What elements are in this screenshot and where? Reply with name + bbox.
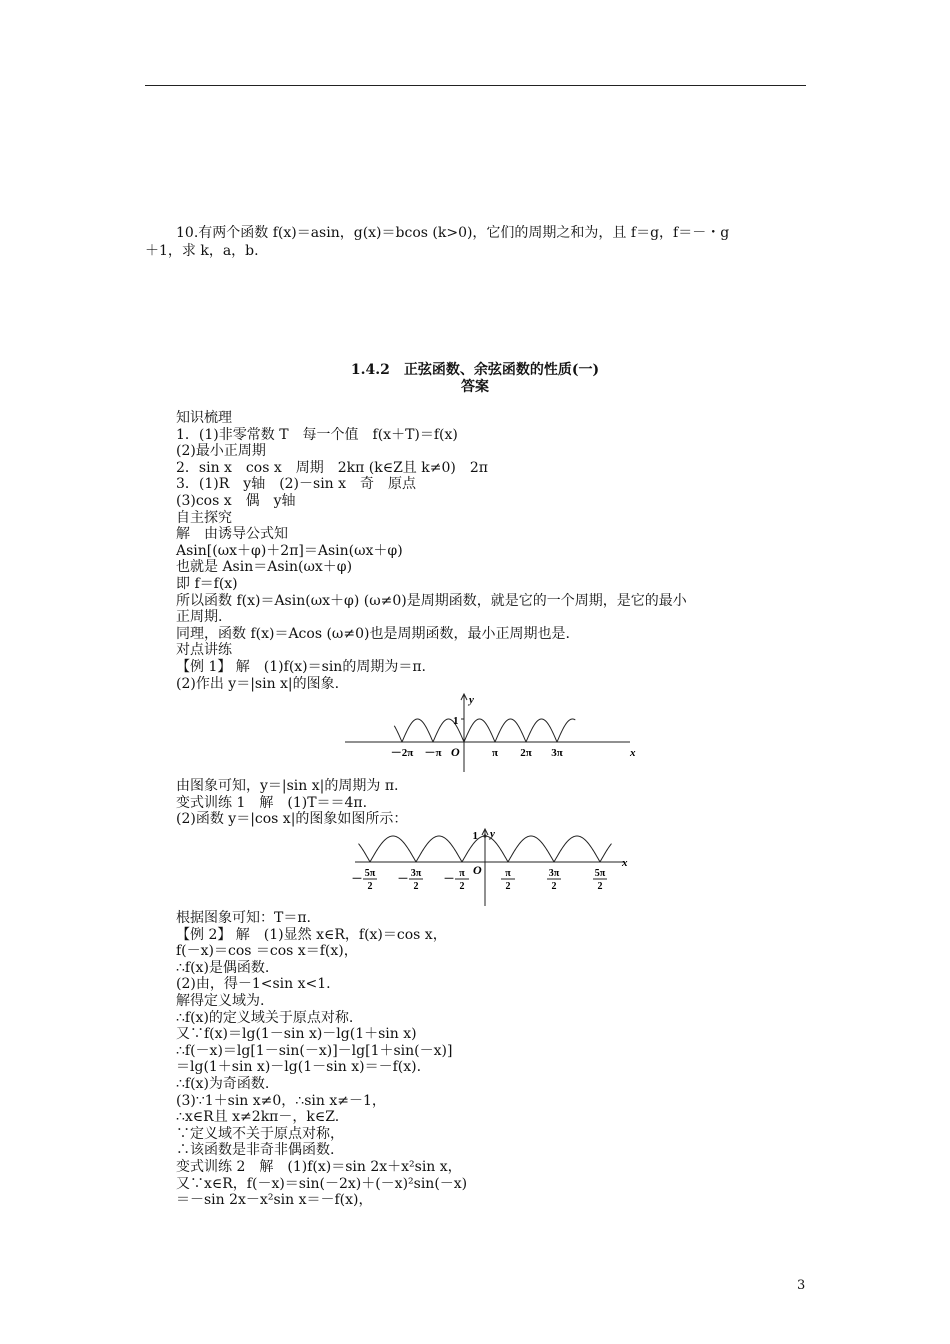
tick-sign: － bbox=[351, 873, 363, 885]
abs-sin-curve bbox=[394, 719, 575, 741]
tick-numerator: 3π bbox=[410, 868, 422, 879]
label-x: x bbox=[630, 747, 636, 759]
answer-line: 知识梳理 bbox=[176, 410, 232, 426]
answer-line: (2)最小正周期 bbox=[176, 443, 266, 460]
tick-denominator: 2 bbox=[413, 881, 419, 892]
answer-line: (3)cos x 偶 y轴 bbox=[176, 493, 296, 509]
header-rule bbox=[145, 85, 806, 86]
tick-label: 2π bbox=[520, 747, 532, 759]
answer-line: 又∵x∈R，f(－x)＝sin(－2x)＋(－x)²sin(－x) bbox=[176, 1175, 468, 1192]
label-x: x bbox=[622, 857, 628, 869]
answer-line: ＝－sin 2x－x²sin x＝－f(x)， bbox=[176, 1192, 373, 1209]
answer-line: 又∵f(x)＝lg(1－sin x)－lg(1＋sin x) bbox=[176, 1026, 417, 1043]
answer-line: 由图象可知，y＝|sin x|的周期为 π. bbox=[176, 778, 399, 794]
answer-line: ∴f(x)是偶函数. bbox=[176, 959, 270, 976]
answer-line: ＝lg(1＋sin x)－lg(1－sin x)＝－f(x). bbox=[176, 1059, 422, 1076]
answer-line: 所以函数 f(x)＝Asin(ωx＋φ) (ω≠0)是周期函数，就是它的一个周期，是它的最小 bbox=[176, 592, 687, 609]
answer-line: (2)作出 y＝|sin x|的图象. bbox=[176, 675, 340, 692]
answer-line: ∴x∈R且 x≠2kπ－，k∈Z. bbox=[176, 1109, 340, 1126]
label-origin: O bbox=[473, 863, 482, 877]
point-one bbox=[483, 834, 486, 837]
tick-label: －2π bbox=[390, 747, 414, 759]
answer-line: Asin[(ωx＋φ)＋2π]＝Asin(ωx＋φ) bbox=[176, 542, 403, 559]
answer-title: 答案 bbox=[461, 379, 489, 395]
answer-line: 解得定义域为. bbox=[176, 993, 265, 1009]
answer-line: 变式训练 2 解 (1)f(x)＝sin 2x＋x²sin x， bbox=[176, 1159, 462, 1175]
tick-numerator: 3π bbox=[548, 868, 560, 879]
answer-line: ∴f(－x)＝lg[1－sin(－x)]－lg[1＋sin(－x)] bbox=[176, 1042, 453, 1059]
answer-line: 自主探究 bbox=[176, 509, 232, 526]
answer-line: 即 f＝f(x) bbox=[176, 576, 238, 592]
answer-line: 根据图象可知：T＝π. bbox=[176, 910, 311, 926]
answer-line: 正周期. bbox=[176, 609, 223, 626]
abs-sin-graph bbox=[340, 692, 640, 774]
page-number: 3 bbox=[797, 1278, 806, 1293]
answer-line: (3)∵1＋sin x≠0，∴sin x≠－1， bbox=[176, 1092, 386, 1109]
problem-10-line1: 10.有两个函数 f(x)＝asin，g(x)＝bcos (k>0)，它们的周期之和为，且 f＝g，f＝－・g bbox=[176, 225, 730, 241]
tick-label: 3π bbox=[551, 747, 563, 759]
tick-numerator: π bbox=[459, 868, 465, 879]
tick-label: －π bbox=[424, 747, 442, 759]
tick-sign: － bbox=[397, 873, 409, 885]
answer-line: 解 由诱导公式知 bbox=[176, 526, 288, 543]
answer-line: ∴f(x)为奇函数. bbox=[176, 1076, 270, 1092]
section-title: 1.4.2 正弦函数、余弦函数的性质(一) bbox=[350, 362, 600, 378]
answer-line: ∴f(x)的定义域关于原点对称. bbox=[176, 1009, 354, 1026]
answer-line: 【例 2】 解 (1)显然 x∈R，f(x)＝cos x， bbox=[176, 926, 447, 943]
answer-line: (2)函数 y＝|cos x|的图象如图所示： bbox=[176, 811, 408, 828]
label-y: y bbox=[490, 828, 495, 840]
label-one: 1 bbox=[453, 715, 459, 727]
tick-numerator: 5π bbox=[364, 868, 376, 879]
label-origin: O bbox=[451, 745, 460, 759]
answer-line: (2)由，得－1<sin x<1. bbox=[176, 976, 331, 993]
tick-denominator: 2 bbox=[367, 881, 373, 892]
problem-10-line2: ＋1，求 k，a，b. bbox=[145, 243, 259, 259]
label-y: y bbox=[469, 694, 474, 706]
answer-line: 【例 1】 解 (1)f(x)＝sin的周期为＝π. bbox=[176, 659, 426, 675]
label-one: 1 bbox=[472, 830, 478, 842]
abs-cos-graph bbox=[350, 826, 635, 908]
answer-line: 变式训练 1 解 (1)T＝＝4π. bbox=[176, 794, 368, 811]
tick-sign: － bbox=[443, 873, 455, 885]
tick-denominator: 2 bbox=[505, 881, 511, 892]
answer-line: 同理，函数 f(x)＝Acos (ω≠0)也是周期函数，最小正周期也是. bbox=[176, 625, 570, 642]
answer-line: ∵定义域不关于原点对称， bbox=[176, 1125, 344, 1142]
tick-label: π bbox=[491, 747, 499, 759]
answer-line: 3．(1)R y轴 (2)－sin x 奇 原点 bbox=[176, 476, 417, 493]
answer-line: 对点讲练 bbox=[176, 642, 232, 659]
answer-line: 2．sin x cos x 周期 2kπ (k∈Z且 k≠0) 2π bbox=[176, 459, 488, 476]
tick-numerator: 5π bbox=[594, 868, 606, 879]
answer-line: 也就是 Asin＝Asin(ωx＋φ) bbox=[176, 559, 353, 576]
tick-denominator: 2 bbox=[459, 881, 465, 892]
answer-line: ∴该函数是非奇非偶函数. bbox=[176, 1142, 335, 1159]
tick-numerator: π bbox=[505, 868, 511, 879]
answer-line: f(－x)＝cos ＝cos x＝f(x)， bbox=[176, 943, 358, 960]
tick-denominator: 2 bbox=[551, 881, 557, 892]
answer-line: 1．(1)非零常数 T 每一个值 f(x＋T)＝f(x) bbox=[176, 426, 458, 443]
tick-denominator: 2 bbox=[597, 881, 603, 892]
